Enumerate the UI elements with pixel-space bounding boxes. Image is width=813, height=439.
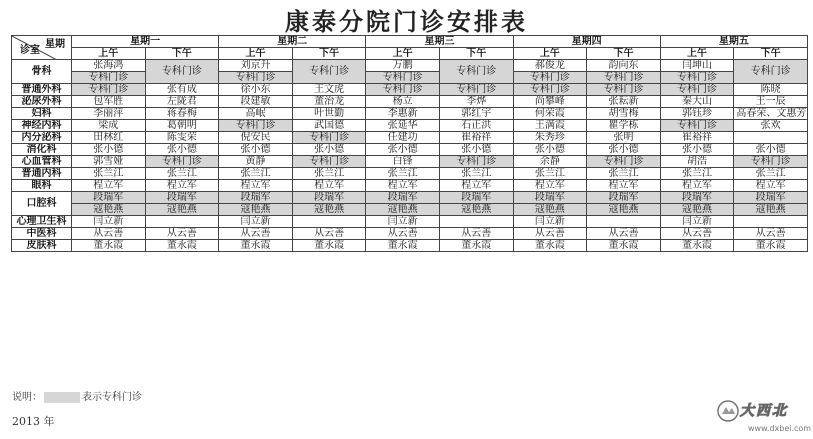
doctor-cell: 李烨 xyxy=(439,96,513,108)
doctor-cell: 张小德 xyxy=(660,144,734,156)
specialist-clinic-cell: 寇艳燕 xyxy=(660,204,734,216)
doctor-cell: 董永霞 xyxy=(219,240,293,252)
doctor-cell: 张小德 xyxy=(72,144,146,156)
department-cell: 中医科 xyxy=(12,228,72,240)
department-cell: 普通内科 xyxy=(12,168,72,180)
table-row xyxy=(12,108,808,120)
specialist-clinic-cell: 段瑞军 xyxy=(72,192,146,204)
doctor-cell: 余静 xyxy=(513,156,587,168)
doctor-cell: 瞿学栋 xyxy=(587,120,661,132)
doctor-cell: 张小德 xyxy=(513,144,587,156)
doctor-cell: 徐小东 xyxy=(219,84,293,96)
specialist-clinic-cell: 专科门诊 xyxy=(145,60,219,84)
specialist-clinic-cell: 段瑞军 xyxy=(292,192,366,204)
doctor-cell: 张有成 xyxy=(145,84,219,96)
doctor-cell: 程立军 xyxy=(513,180,587,192)
specialist-clinic-cell: 专科门诊 xyxy=(734,156,808,168)
specialist-clinic-cell: 专科门诊 xyxy=(72,72,146,84)
doctor-cell: 张兰江 xyxy=(660,168,734,180)
doctor-cell: 左陇君 xyxy=(145,96,219,108)
doctor-cell: 董永霞 xyxy=(660,240,734,252)
header-pm: 下午 xyxy=(587,48,661,60)
doctor-cell: 从云善 xyxy=(219,228,293,240)
specialist-clinic-cell: 寇艳燕 xyxy=(292,204,366,216)
header-day-thu: 星期四 xyxy=(513,36,660,48)
specialist-clinic-cell: 专科门诊 xyxy=(439,156,513,168)
specialist-clinic-cell: 段瑞军 xyxy=(660,192,734,204)
doctor-cell xyxy=(145,216,219,228)
doctor-cell: 葛朝明 xyxy=(145,120,219,132)
doctor-cell: 董永霞 xyxy=(439,240,513,252)
specialist-clinic-cell: 寇艳燕 xyxy=(587,204,661,216)
doctor-cell: 张兰江 xyxy=(439,168,513,180)
doctor-cell: 王文虎 xyxy=(292,84,366,96)
header-am: 上午 xyxy=(660,48,734,60)
doctor-cell: 崔裕祥 xyxy=(439,132,513,144)
doctor-cell: 程立军 xyxy=(660,180,734,192)
department-cell: 心理卫生科 xyxy=(12,216,72,228)
doctor-cell: 白锋 xyxy=(366,156,440,168)
doctor-cell: 张耘新 xyxy=(587,96,661,108)
header-am: 上午 xyxy=(513,48,587,60)
doctor-cell: 程立军 xyxy=(366,180,440,192)
table-row xyxy=(12,204,808,216)
table-row xyxy=(12,168,808,180)
doctor-cell: 张兰江 xyxy=(292,168,366,180)
specialist-clinic-cell: 专科门诊 xyxy=(145,156,219,168)
doctor-cell: 张小德 xyxy=(439,144,513,156)
doctor-cell: 闫立新 xyxy=(72,216,146,228)
specialist-clinic-cell: 专科门诊 xyxy=(439,84,513,96)
department-cell: 心血管科 xyxy=(12,156,72,168)
specialist-clinic-cell: 段瑞军 xyxy=(439,192,513,204)
doctor-cell: 蒋春梅 xyxy=(145,108,219,120)
doctor-cell: 包军胜 xyxy=(72,96,146,108)
doctor-cell: 闫立新 xyxy=(660,216,734,228)
doctor-cell: 张小德 xyxy=(366,144,440,156)
doctor-cell: 张小德 xyxy=(292,144,366,156)
doctor-cell: 李惠新 xyxy=(366,108,440,120)
doctor-cell: 李丽萍 xyxy=(72,108,146,120)
doctor-cell: 王一辰 xyxy=(734,96,808,108)
doctor-cell: 杨立 xyxy=(366,96,440,108)
specialist-clinic-cell: 专科门诊 xyxy=(366,84,440,96)
doctor-cell: 董永霞 xyxy=(734,240,808,252)
doctor-cell: 董永霞 xyxy=(587,240,661,252)
table-row xyxy=(12,228,808,240)
doctor-cell: 高春荣、文惠芳 xyxy=(734,108,808,120)
doctor-cell: 张小德 xyxy=(734,144,808,156)
department-cell: 骨科 xyxy=(12,60,72,84)
doctor-cell: 程立军 xyxy=(219,180,293,192)
specialist-clinic-cell: 段瑞军 xyxy=(734,192,808,204)
specialist-clinic-cell: 寇艳燕 xyxy=(219,204,293,216)
doctor-cell: 郭雪娅 xyxy=(72,156,146,168)
specialist-clinic-cell: 段瑞军 xyxy=(366,192,440,204)
doctor-cell: 胡浩 xyxy=(660,156,734,168)
department-cell: 泌尿外科 xyxy=(12,96,72,108)
header-pm: 下午 xyxy=(292,48,366,60)
doctor-cell: 闫立新 xyxy=(513,216,587,228)
doctor-cell: 郝俊龙 xyxy=(513,60,587,72)
legend-swatch xyxy=(44,392,80,403)
watermark-logo-icon xyxy=(716,399,740,423)
doctor-cell: 韵向东 xyxy=(587,60,661,72)
doctor-cell: 从云善 xyxy=(145,228,219,240)
doctor-cell: 武国德 xyxy=(292,120,366,132)
header-corner xyxy=(12,36,72,60)
specialist-clinic-cell: 专科门诊 xyxy=(587,72,661,84)
doctor-cell: 从云善 xyxy=(660,228,734,240)
corner-label-day: 星期 xyxy=(45,39,65,50)
doctor-cell: 程立军 xyxy=(587,180,661,192)
doctor-cell: 董永霞 xyxy=(145,240,219,252)
specialist-clinic-cell: 寇艳燕 xyxy=(366,204,440,216)
table-row xyxy=(12,156,808,168)
doctor-cell: 董永霞 xyxy=(292,240,366,252)
specialist-clinic-cell: 专科门诊 xyxy=(660,120,734,132)
specialist-clinic-cell: 段瑞军 xyxy=(513,192,587,204)
doctor-cell: 胡雪梅 xyxy=(587,108,661,120)
specialist-clinic-cell: 专科门诊 xyxy=(660,84,734,96)
doctor-cell: 董永霞 xyxy=(366,240,440,252)
doctor-cell: 程立军 xyxy=(734,180,808,192)
table-row xyxy=(12,132,808,144)
department-cell: 消化科 xyxy=(12,144,72,156)
specialist-clinic-cell: 段瑞军 xyxy=(145,192,219,204)
doctor-cell: 从云善 xyxy=(366,228,440,240)
table-body xyxy=(12,60,808,252)
doctor-cell: 程立军 xyxy=(145,180,219,192)
doctor-cell: 陈晓 xyxy=(734,84,808,96)
specialist-clinic-cell: 专科门诊 xyxy=(292,132,366,144)
year-label: 2013 年 xyxy=(12,415,55,428)
table-row xyxy=(12,96,808,108)
watermark-url: www.dxbei.com xyxy=(748,424,812,433)
doctor-cell: 从云善 xyxy=(72,228,146,240)
table-row xyxy=(12,144,808,156)
legend-prefix: 说明： xyxy=(12,392,42,403)
specialist-clinic-cell: 专科门诊 xyxy=(660,72,734,84)
department-cell: 眼科 xyxy=(12,180,72,192)
header-pm: 下午 xyxy=(734,48,808,60)
specialist-clinic-cell: 寇艳燕 xyxy=(513,204,587,216)
schedule-table xyxy=(11,35,808,252)
doctor-cell: 从云善 xyxy=(734,228,808,240)
doctor-cell: 张兰江 xyxy=(72,168,146,180)
doctor-cell: 张兰江 xyxy=(513,168,587,180)
header-day-wed: 星期三 xyxy=(366,36,513,48)
legend-note xyxy=(12,388,142,403)
table-row xyxy=(12,240,808,252)
doctor-cell: 程立军 xyxy=(439,180,513,192)
doctor-cell: 秦大山 xyxy=(660,96,734,108)
header-am: 上午 xyxy=(72,48,146,60)
doctor-cell xyxy=(292,216,366,228)
specialist-clinic-cell: 寇艳燕 xyxy=(734,204,808,216)
doctor-cell: 张兰江 xyxy=(219,168,293,180)
department-cell: 内分泌科 xyxy=(12,132,72,144)
doctor-cell: 叶世勤 xyxy=(292,108,366,120)
department-cell: 神经内科 xyxy=(12,120,72,132)
doctor-cell: 张海鸿 xyxy=(72,60,146,72)
specialist-clinic-cell: 寇艳燕 xyxy=(72,204,146,216)
header-am: 上午 xyxy=(219,48,293,60)
specialist-clinic-cell: 专科门诊 xyxy=(219,120,293,132)
doctor-cell: 董治龙 xyxy=(292,96,366,108)
specialist-clinic-cell: 段瑞军 xyxy=(587,192,661,204)
table-row xyxy=(12,180,808,192)
legend-text: 表示专科门诊 xyxy=(82,392,142,403)
doctor-cell: 王满霞 xyxy=(513,120,587,132)
doctor-cell: 刘京升 xyxy=(219,60,293,72)
specialist-clinic-cell: 专科门诊 xyxy=(587,84,661,96)
doctor-cell: 田林红 xyxy=(72,132,146,144)
specialist-clinic-cell: 专科门诊 xyxy=(439,60,513,84)
doctor-cell: 何荣霞 xyxy=(513,108,587,120)
doctor-cell: 高岷 xyxy=(219,108,293,120)
doctor-cell: 张兰江 xyxy=(587,168,661,180)
header-am: 上午 xyxy=(366,48,440,60)
doctor-cell: 董永霞 xyxy=(72,240,146,252)
table-row xyxy=(12,60,808,72)
doctor-cell: 崔裕祥 xyxy=(660,132,734,144)
doctor-cell: 从云善 xyxy=(513,228,587,240)
doctor-cell: 从云善 xyxy=(587,228,661,240)
doctor-cell: 郭红宇 xyxy=(439,108,513,120)
specialist-clinic-cell: 专科门诊 xyxy=(513,72,587,84)
specialist-clinic-cell: 专科门诊 xyxy=(366,72,440,84)
doctor-cell xyxy=(439,216,513,228)
doctor-cell: 程立军 xyxy=(292,180,366,192)
department-cell: 口腔科 xyxy=(12,192,72,216)
specialist-clinic-cell: 专科门诊 xyxy=(587,156,661,168)
corner-label-dept: 诊室 xyxy=(20,45,40,56)
doctor-cell xyxy=(734,132,808,144)
specialist-clinic-cell: 专科门诊 xyxy=(734,60,808,84)
specialist-clinic-cell: 寇艳燕 xyxy=(439,204,513,216)
specialist-clinic-cell: 段瑞军 xyxy=(219,192,293,204)
table-row xyxy=(12,84,808,96)
doctor-cell: 闫立新 xyxy=(219,216,293,228)
doctor-cell: 张小德 xyxy=(219,144,293,156)
specialist-clinic-cell: 寇艳燕 xyxy=(145,204,219,216)
doctor-cell: 董永霞 xyxy=(513,240,587,252)
department-cell: 妇科 xyxy=(12,108,72,120)
specialist-clinic-cell: 专科门诊 xyxy=(292,60,366,84)
doctor-cell xyxy=(587,216,661,228)
doctor-cell: 倪安民 xyxy=(219,132,293,144)
doctor-cell: 张小德 xyxy=(145,144,219,156)
doctor-cell: 张兰江 xyxy=(145,168,219,180)
doctor-cell: 张兰江 xyxy=(734,168,808,180)
doctor-cell: 朱秀珍 xyxy=(513,132,587,144)
doctor-cell: 张欢 xyxy=(734,120,808,132)
doctor-cell: 从云善 xyxy=(439,228,513,240)
doctor-cell: 闫立新 xyxy=(366,216,440,228)
specialist-clinic-cell: 专科门诊 xyxy=(292,156,366,168)
doctor-cell: 任建功 xyxy=(366,132,440,144)
department-cell: 皮肤科 xyxy=(12,240,72,252)
specialist-clinic-cell: 专科门诊 xyxy=(219,72,293,84)
doctor-cell: 陈雯荣 xyxy=(145,132,219,144)
doctor-cell: 石正洪 xyxy=(439,120,513,132)
doctor-cell: 万鹏 xyxy=(366,60,440,72)
doctor-cell: 张兰江 xyxy=(366,168,440,180)
header-day-mon: 星期一 xyxy=(72,36,219,48)
header-day-fri: 星期五 xyxy=(660,36,807,48)
doctor-cell xyxy=(734,216,808,228)
department-cell: 普通外科 xyxy=(12,84,72,96)
doctor-cell: 郭钰珍 xyxy=(660,108,734,120)
page-title: 康泰分院门诊安排表 xyxy=(285,7,528,36)
specialist-clinic-cell: 专科门诊 xyxy=(513,84,587,96)
table-row xyxy=(12,120,808,132)
doctor-cell: 张小德 xyxy=(587,144,661,156)
specialist-clinic-cell: 专科门诊 xyxy=(72,84,146,96)
watermark-text: 大西北 xyxy=(740,403,788,419)
doctor-cell: 程立军 xyxy=(72,180,146,192)
doctor-cell: 梁成 xyxy=(72,120,146,132)
table-row xyxy=(12,72,808,84)
header-pm: 下午 xyxy=(145,48,219,60)
header-day-tue: 星期二 xyxy=(219,36,366,48)
doctor-cell: 张明 xyxy=(587,132,661,144)
table-row xyxy=(12,216,808,228)
doctor-cell: 闫坤山 xyxy=(660,60,734,72)
doctor-cell: 黄静 xyxy=(219,156,293,168)
doctor-cell: 尚攀峰 xyxy=(513,96,587,108)
table-header xyxy=(12,36,808,60)
doctor-cell: 从云善 xyxy=(292,228,366,240)
doctor-cell: 段建敏 xyxy=(219,96,293,108)
doctor-cell: 张延华 xyxy=(366,120,440,132)
header-pm: 下午 xyxy=(439,48,513,60)
table-row xyxy=(12,192,808,204)
